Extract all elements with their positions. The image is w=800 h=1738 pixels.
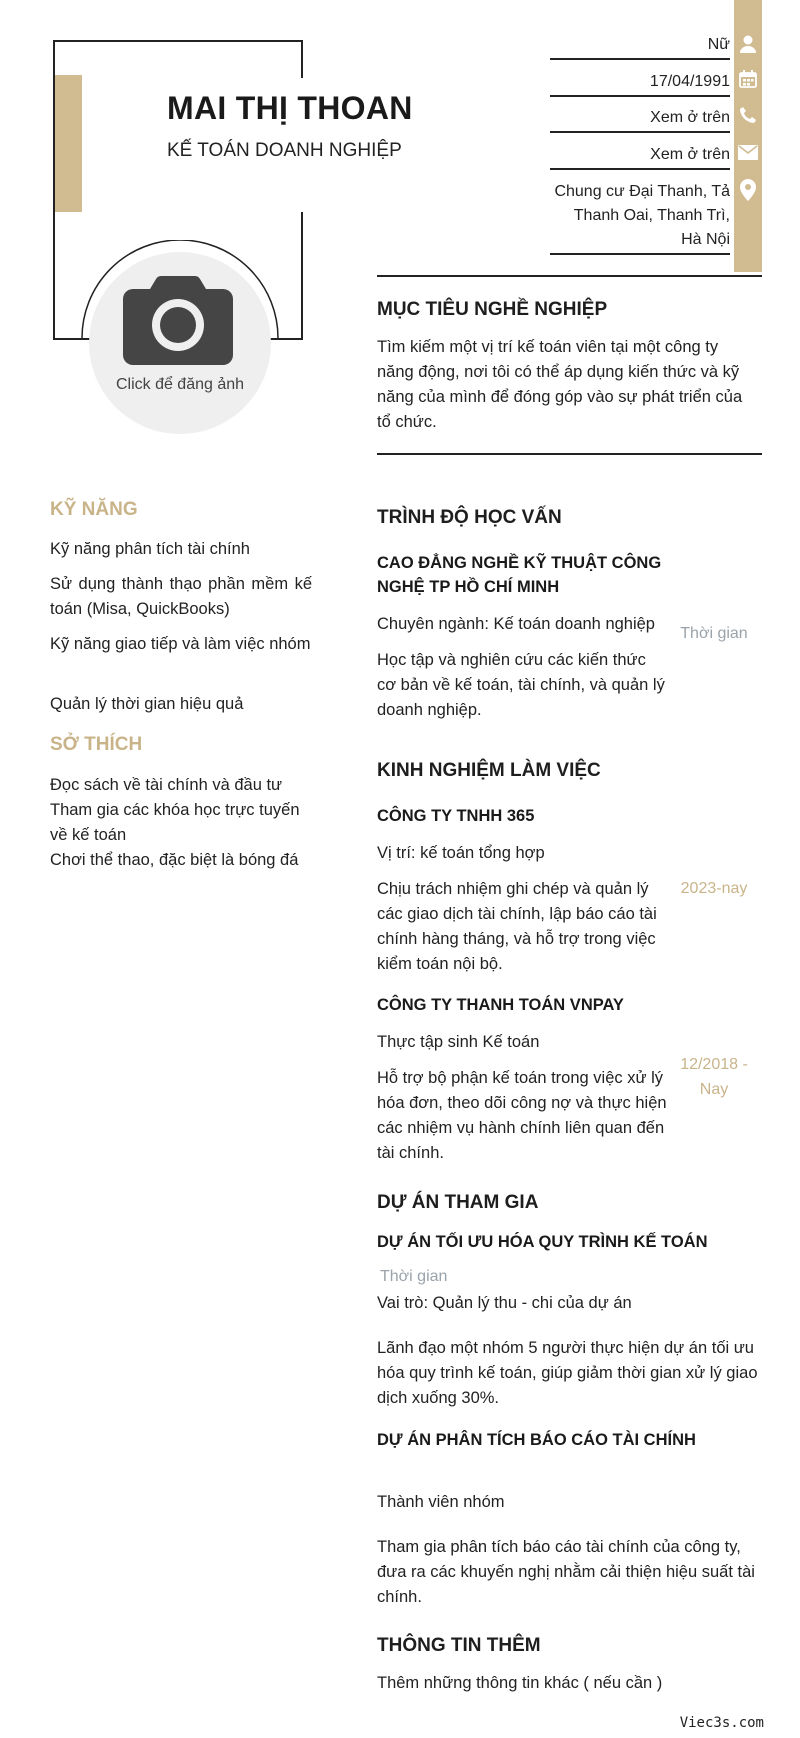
objective-title: MỤC TIÊU NGHỀ NGHIỆP	[377, 299, 608, 320]
experience-title: KINH NGHIỆM LÀM VIỆC	[377, 760, 601, 781]
projects-title: DỰ ÁN THAM GIA	[377, 1192, 539, 1213]
job-company: CÔNG TY TNHH 365	[377, 807, 535, 825]
project-name: DỰ ÁN PHÂN TÍCH BÁO CÁO TÀI CHÍNH	[377, 1431, 696, 1449]
accent-bar	[55, 75, 82, 212]
divider	[550, 58, 730, 60]
hobby-item: Đọc sách về tài chính và đầu tư	[50, 776, 283, 794]
phone-icon	[734, 101, 762, 129]
person-icon	[734, 30, 762, 58]
hobby-item: Tham gia các khóa học trực tuyến về kế toán	[50, 801, 300, 844]
hobbies-title: SỞ THÍCH	[50, 734, 143, 755]
additional-title: THÔNG TIN THÊM	[377, 1635, 541, 1656]
divider	[550, 95, 730, 97]
photo-caption[interactable]: Click để đăng ảnh	[115, 376, 245, 393]
section-rule	[377, 453, 762, 455]
project-role: Thành viên nhóm	[377, 1493, 505, 1511]
header-frame-right	[301, 40, 303, 78]
project-role: Vai trò: Quản lý thu - chi của dự án	[377, 1294, 632, 1312]
candidate-name: MAI THỊ THOAN	[167, 90, 413, 126]
camera-icon	[123, 272, 233, 368]
contact-phone: Xem ở trên	[650, 109, 730, 126]
project-name: DỰ ÁN TỐI ƯU HÓA QUY TRÌNH KẾ TOÁN	[377, 1233, 708, 1251]
education-title: TRÌNH ĐỘ HỌC VẤN	[377, 507, 562, 528]
job-position: Thực tập sinh Kế toán	[377, 1033, 540, 1051]
job-company: CÔNG TY THANH TOÁN VNPAY	[377, 996, 624, 1014]
avatar-upload[interactable]	[89, 252, 271, 434]
watermark: Viec3s.com	[679, 1715, 764, 1731]
skill-item: Quản lý thời gian hiệu quả	[50, 695, 244, 713]
skill-item: Kỹ năng phân tích tài chính	[50, 540, 250, 558]
location-icon	[734, 176, 762, 204]
header-frame-right-lower	[301, 212, 303, 340]
job-description: Chịu trách nhiệm ghi chép và quản lý các giao dịch tài chính, lập báo cáo tài chính hàng tháng, và hỗ trợ trong việc kiểm toán nội bộ.	[377, 880, 657, 973]
job-position: Vị trí: kế toán tổng hợp	[377, 844, 545, 862]
contact-email: Xem ở trên	[650, 146, 730, 163]
contact-birthday: 17/04/1991	[649, 73, 730, 90]
project-time: Thời gian	[380, 1268, 448, 1285]
header-frame-top	[53, 40, 303, 42]
hobby-item: Chơi thể thao, đặc biệt là bóng đá	[50, 851, 299, 869]
education-major: Chuyên ngành: Kế toán doanh nghiệp	[377, 615, 655, 633]
skills-title: KỸ NĂNG	[50, 499, 138, 520]
section-rule	[377, 275, 762, 277]
school-name: CAO ĐẲNG NGHỀ KỸ THUẬT CÔNG NGHỆ TP HỒ CHÍ MINH	[377, 554, 662, 596]
skill-item: Kỹ năng giao tiếp và làm việc nhóm	[50, 635, 311, 653]
divider	[550, 168, 730, 170]
education-time: Thời gian	[680, 625, 748, 642]
contact-gender: Nữ	[707, 36, 730, 53]
project-description: Tham gia phân tích báo cáo tài chính của công ty, đưa ra các khuyến nghị nhằm cải thiện hiệu suất tài chính.	[377, 1538, 755, 1606]
divider	[550, 253, 730, 255]
education-description: Học tập và nghiên cứu các kiến thức cơ bản về kế toán, tài chính, và quản lý doanh nghiệp.	[377, 651, 665, 719]
project-description: Lãnh đạo một nhóm 5 người thực hiện dự án tối ưu hóa quy trình kế toán, giúp giảm thời gian xử lý giao dịch xuống 30%.	[377, 1339, 758, 1407]
divider	[550, 131, 730, 133]
contact-address: Chung cư Đại Thanh, Tả Thanh Oai, Thanh Trì, Hà Nội	[554, 183, 730, 248]
job-description: Hỗ trợ bộ phận kế toán trong việc xử lý hóa đơn, theo dõi công nợ và thực hiện các nhiệm vụ hành chính liên quan đến tài chính.	[377, 1069, 667, 1162]
objective-text: Tìm kiếm một vị trí kế toán viên tại một công ty năng động, nơi tôi có thể áp dụng kiến thức và kỹ năng của mình để đóng góp vào sự phát triển của tổ chức.	[377, 338, 743, 431]
additional-text: Thêm những thông tin khác ( nếu cần )	[377, 1674, 663, 1692]
calendar-icon	[734, 65, 762, 93]
candidate-job-title: KẾ TOÁN DOANH NGHIỆP	[167, 140, 402, 161]
skill-item: Sử dụng thành thạo phần mềm kế toán (Misa, QuickBooks)	[50, 575, 312, 618]
job-time: 12/2018 - Nay	[680, 1056, 748, 1098]
job-time: 2023-nay	[680, 880, 748, 897]
email-icon	[734, 138, 762, 166]
